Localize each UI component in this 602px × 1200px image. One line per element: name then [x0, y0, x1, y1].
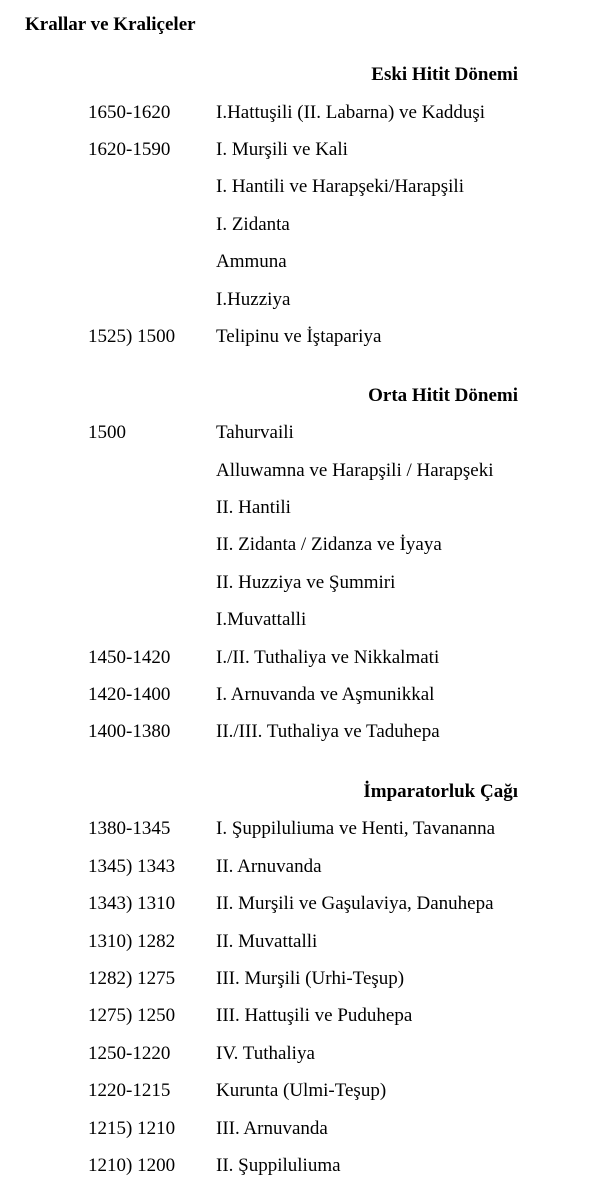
date-cell: 1345) 1343 [88, 856, 176, 877]
date-cell: 1620-1590 [88, 139, 171, 160]
ruler-cell: I. Şuppiluliuma ve Henti, Tavananna [216, 818, 496, 839]
ruler-cell: I. Zidanta [216, 214, 290, 235]
ruler-cell: II. Muvattalli [216, 931, 318, 952]
ruler-cell: III. Hattuşili ve Puduhepa [216, 1005, 413, 1026]
ruler-cell: II./III. Tuthaliya ve Taduhepa [216, 721, 440, 742]
section-title: İmparatorluk Çağı [363, 781, 518, 802]
table-row [0, 683, 602, 707]
table-row [0, 892, 602, 916]
ruler-cell: II. Hantili [216, 497, 291, 518]
ruler-cell: Telipinu ve İştapariya [216, 326, 382, 347]
ruler-cell: I.Muvattalli [216, 609, 307, 630]
ruler-cell: Ammuna [216, 251, 287, 272]
ruler-cell: IV. Tuthaliya [216, 1043, 315, 1064]
date-cell: 1210) 1200 [88, 1155, 176, 1176]
table-row [0, 608, 602, 632]
table-row [0, 571, 602, 595]
table-row [0, 496, 602, 520]
table-row [0, 459, 602, 483]
ruler-cell: II. Huzziya ve Şummiri [216, 572, 396, 593]
table-row [0, 930, 602, 954]
table-row [0, 817, 602, 841]
date-cell: 1310) 1282 [88, 931, 176, 952]
ruler-cell: I. Hantili ve Harapşeki/Harapşili [216, 176, 464, 197]
date-cell: 1275) 1250 [88, 1005, 176, 1026]
date-cell: 1380-1345 [88, 818, 171, 839]
date-cell: 1420-1400 [88, 684, 171, 705]
date-cell: 1500 [88, 422, 126, 443]
table-row [0, 101, 602, 125]
ruler-cell: I. Arnuvanda ve Aşmunikkal [216, 684, 435, 705]
table-row [0, 175, 602, 199]
table-row [0, 646, 602, 670]
ruler-cell: II. Şuppiluliuma [216, 1155, 341, 1176]
ruler-cell: I.Hattuşili (II. Labarna) ve Kadduşi [216, 102, 486, 123]
ruler-cell: Alluwamna ve Harapşili / Harapşeki [216, 460, 494, 481]
date-cell: 1220-1215 [88, 1080, 171, 1101]
date-cell: 1282) 1275 [88, 968, 176, 989]
ruler-cell: II. Arnuvanda [216, 856, 322, 877]
table-row [0, 1117, 602, 1141]
date-cell: 1650-1620 [88, 102, 171, 123]
date-cell: 1450-1420 [88, 647, 171, 668]
table-row [0, 138, 602, 162]
table-row [0, 1154, 602, 1178]
table-row [0, 421, 602, 445]
ruler-cell: Kurunta (Ulmi-Teşup) [216, 1080, 387, 1101]
ruler-cell: Tahurvaili [216, 422, 294, 443]
table-row [0, 855, 602, 879]
ruler-cell: II. Zidanta / Zidanza ve İyaya [216, 534, 442, 555]
table-row [0, 1004, 602, 1028]
table-row [0, 288, 602, 312]
date-cell: 1215) 1210 [88, 1118, 176, 1139]
table-row [0, 213, 602, 237]
table-row [0, 1042, 602, 1066]
ruler-cell: I.Huzziya [216, 289, 291, 310]
table-row [0, 1079, 602, 1103]
date-cell: 1343) 1310 [88, 893, 176, 914]
ruler-cell: III. Arnuvanda [216, 1118, 328, 1139]
ruler-cell: I./II. Tuthaliya ve Nikkalmati [216, 647, 440, 668]
document-title: Krallar ve Kraliçeler [25, 14, 196, 35]
table-row [0, 967, 602, 991]
ruler-cell: II. Murşili ve Gaşulaviya, Danuhepa [216, 893, 494, 914]
date-cell: 1250-1220 [88, 1043, 171, 1064]
ruler-cell: III. Murşili (Urhi-Teşup) [216, 968, 405, 989]
date-cell: 1525) 1500 [88, 326, 176, 347]
section-title: Orta Hitit Dönemi [368, 385, 518, 406]
date-cell: 1400-1380 [88, 721, 171, 742]
table-row [0, 325, 602, 349]
ruler-cell: I. Murşili ve Kali [216, 139, 348, 160]
table-row [0, 533, 602, 557]
section-title: Eski Hitit Dönemi [371, 64, 518, 85]
table-row [0, 250, 602, 274]
table-row [0, 720, 602, 744]
